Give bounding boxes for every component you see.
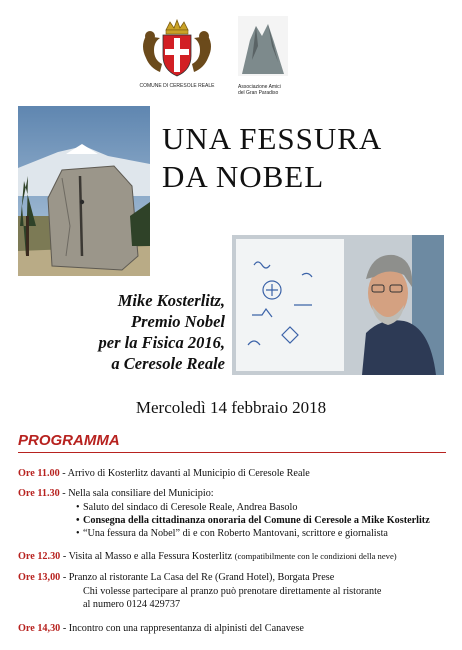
entry-time: Ore 11.30 (18, 488, 60, 499)
comune-logo (136, 16, 218, 89)
event-date: Mercoledì 14 febbraio 2018 (135, 398, 327, 417)
entry-text: Nella sala consiliare del Municipio: (68, 488, 214, 499)
entry-time: Ore 12.30 (18, 551, 61, 562)
title-line-2: DA NOBEL (162, 159, 325, 194)
entry-time: Ore 13,00 (18, 572, 61, 583)
entry-extra-line: al numero 0124 429737 (83, 599, 181, 610)
entry-extra-line: Chi volesse partecipare al pranzo può prenotare direttamente al ristorante (83, 586, 382, 597)
program-entry: Ore 12.30 - Visita al Masso e alla Fessura Kosterlitz (compatibilmente con le condizioni della neve) (18, 551, 397, 562)
boulder-photo (18, 106, 150, 276)
program-entry: Ore 11.00 - Arrivo di Kosterlitz davanti al Municipio di Ceresole Reale (18, 468, 310, 479)
associazione-caption-2: del Gran Paradiso (238, 90, 279, 96)
programma-heading: PROGRAMMA (18, 432, 120, 449)
subtitle-line-2: Premio Nobel (131, 312, 225, 331)
associazione-logo (238, 16, 288, 94)
entry-time: Ore 14,30 (18, 623, 61, 634)
entry-text: Visita al Masso e alla Fessura Kosterlitz (68, 551, 233, 562)
mountain-figures-icon (238, 16, 288, 76)
portrait-photo (232, 235, 444, 375)
programma-divider (18, 452, 446, 453)
entry-text: Arrivo di Kosterlitz davanti al Municipio di Ceresole Reale (67, 468, 310, 479)
program-entry: Ore 13,00 - Pranzo al ristorante La Casa del Re (Grand Hotel), Borgata Prese (18, 572, 335, 583)
title-line-1: UNA FESSURA (162, 121, 383, 156)
associazione-caption-1: Associazione Amici (238, 84, 281, 90)
entry-text: Pranzo al ristorante La Casa del Re (Grand Hotel), Borgata Prese (68, 572, 335, 583)
list-item: • Consegna della cittadinanza onoraria del Comune di Ceresole a Mike Kosterlitz (83, 514, 430, 527)
comune-caption: COMUNE DI CERESOLE REALE (139, 83, 215, 89)
list-item: • Saluto del sindaco di Ceresole Reale, Andrea Basolo (83, 501, 297, 514)
entry-note: (compatibilmente con le condizioni della neve) (234, 551, 397, 561)
program-entry: Ore 14,30 - Incontro con una rappresentanza di alpinisti del Canavese (18, 623, 304, 634)
subtitle-line-4: a Ceresole Reale (111, 354, 225, 373)
entry-time: Ore 11.00 (18, 468, 60, 479)
subtitle-line-1: Mike Kosterlitz, (117, 291, 225, 310)
list-item: • “Una fessura da Nobel” di e con Roberto Mantovani, scrittore e giornalista (83, 527, 388, 540)
subtitle-line-3: per la Fisica 2016, (98, 333, 225, 352)
coat-of-arms-icon (136, 16, 218, 78)
program-entry: Ore 11.30 - Nella sala consiliare del Municipio: (18, 488, 214, 499)
entry-text: Incontro con una rappresentanza di alpinisti del Canavese (68, 623, 304, 634)
